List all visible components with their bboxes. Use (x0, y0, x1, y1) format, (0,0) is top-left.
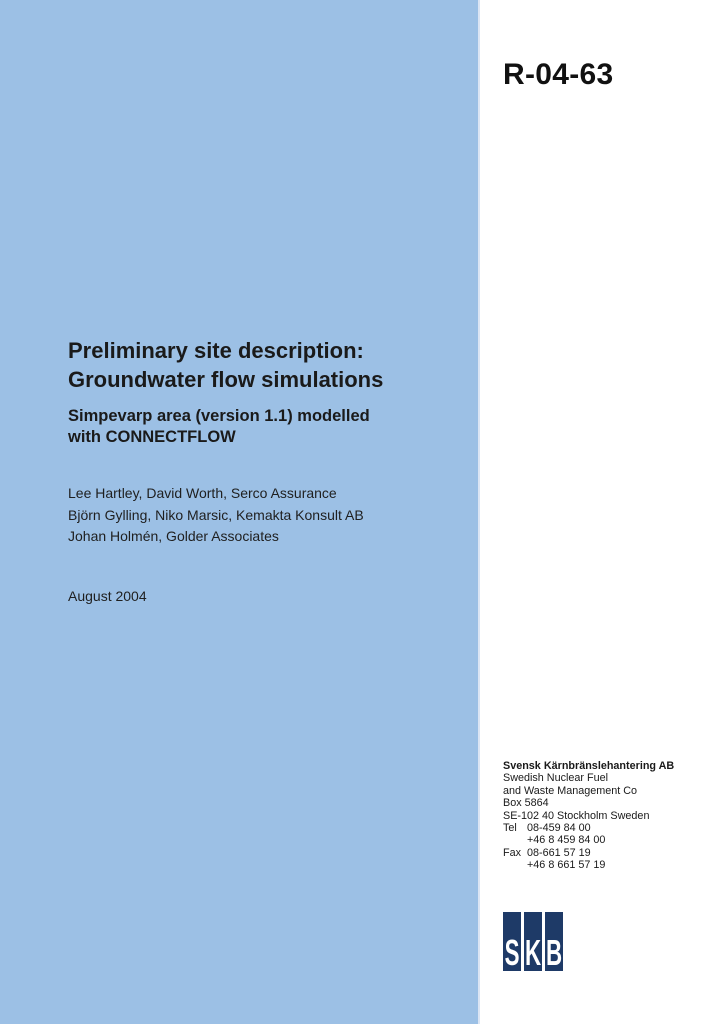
report-number: R-04-63 (503, 58, 614, 91)
tel-row (503, 822, 693, 834)
fax-intl-row (503, 859, 693, 871)
publisher-address-line: Box 5864 (503, 797, 549, 810)
fax-local-number: 08-661 57 19 (527, 846, 591, 859)
fax-label: Fax (503, 846, 521, 859)
skb-logo-bar (545, 912, 563, 971)
publisher-address-line: SE-102 40 Stockholm Sweden (503, 809, 650, 822)
report-subtitle-line1: Simpevarp area (version 1.1) modelled (68, 407, 370, 425)
tel-local-number: 08-459 84 00 (527, 822, 591, 835)
author-line: Björn Gylling, Niko Marsic, Kemakta Konsult AB (68, 506, 364, 523)
skb-logo-bar (503, 912, 521, 971)
skb-logo-letter: K (524, 932, 542, 973)
author-line: Lee Hartley, David Worth, Serco Assurance (68, 485, 337, 501)
report-title-line2: Groundwater flow simulations (68, 367, 384, 392)
publication-date: August 2004 (68, 588, 147, 604)
authors-list (68, 483, 364, 548)
author-line: Johan Holmén, Golder Associates (68, 528, 279, 544)
publisher-address-line: Swedish Nuclear Fuel (503, 772, 609, 785)
report-subtitle-line2: with CONNECTFLOW (68, 427, 236, 446)
report-title-line1: Preliminary site description: (68, 338, 364, 363)
publisher-contact-block (503, 760, 693, 872)
tel-intl-number: +46 8 459 84 00 (527, 834, 606, 847)
skb-logo (503, 912, 563, 971)
fax-row (503, 847, 693, 859)
publisher-address-line: and Waste Management Co (503, 784, 638, 797)
tel-label: Tel (503, 822, 517, 835)
report-subtitle (68, 406, 370, 447)
report-title (68, 336, 383, 394)
tel-intl-row (503, 834, 693, 846)
skb-logo-letter: B (545, 932, 563, 973)
skb-logo-bar (524, 912, 542, 971)
skb-logo-letter: S (504, 932, 520, 973)
fax-intl-number: +46 8 661 57 19 (527, 859, 606, 872)
publisher-name: Svensk Kärnbränslehantering AB (503, 760, 675, 772)
